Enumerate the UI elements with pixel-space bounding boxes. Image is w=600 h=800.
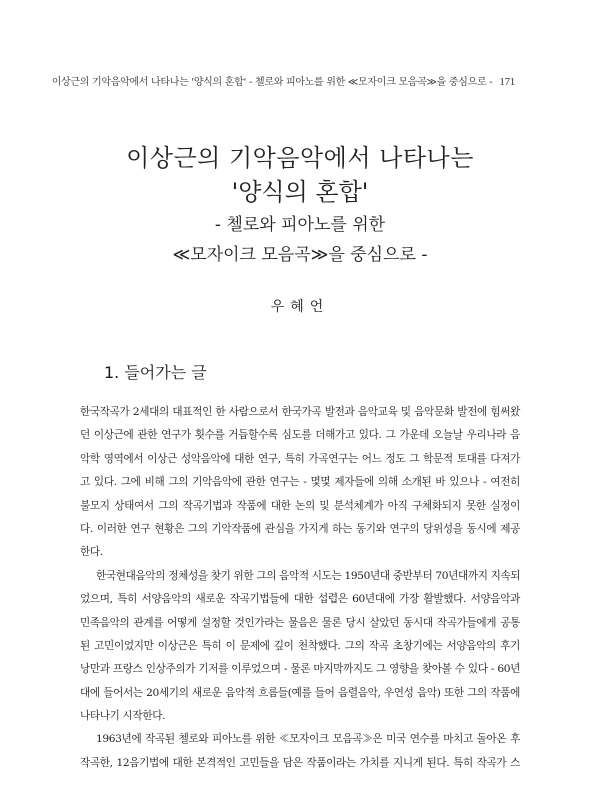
body-line: 민족음악의 관계를 어떻게 설정할 것인가라는 물음은 물론 당시 살았던 동시대 작곡가들에게 공통	[80, 616, 520, 629]
subtitle-line-1: - 첼로와 피아노를 위한	[214, 215, 386, 235]
body-line: 었으며, 특히 서양음악의 새로운 작곡기법들에 대한 섭렵은 60년대에 가장 활발했다. 서양음악과	[80, 593, 520, 606]
subtitle-line-2: ≪모자이크 모음곡≫을 중심으로 -	[172, 245, 428, 265]
title-line-1: 이상근의 기악음악에서 나타나는	[126, 144, 474, 172]
running-head-text: 이상근의 기악음악에서 나타나는 '양식의 혼합' - 첼로와 피아노를 위한 ≪모자이크 모음곡≫을 중심으로 -	[51, 77, 493, 88]
page-number: 171	[499, 76, 515, 88]
body-line: 한국작곡가 2세대의 대표적인 한 사람으로서 한국가곡 발전과 음악교육 및 음악문화 발전에 힘써왔	[80, 406, 520, 418]
body-line: 작곡한, 12음기법에 대한 본격적인 고민들을 담은 작품이라는 가치를 지니게 된다. 특히 작곡가 스	[80, 756, 520, 769]
body-line: 다. 이러한 연구 현황은 그의 기악작품에 관심을 가지게 하는 동기와 연구의 당위성을 동시에 제공	[80, 522, 520, 535]
section-heading: 1. 들어가는 글	[104, 363, 207, 382]
body-line: 한국현대음악의 정체성을 찾기 위한 그의 음악적 시도는 1950년대 중반부터 70년대까지 지속되	[96, 569, 521, 582]
running-head	[0, 73, 515, 88]
title-line-2: '양식의 혼합'	[231, 178, 369, 206]
body-line: 1963년에 작곡된 첼로와 피아노를 위한 ≪모자이크 모음곡≫은 미국 연수를 마치고 돌아온 후	[96, 733, 520, 746]
body-line: 낭만과 프랑스 인상주의가 기저를 이루었으며 - 물론 마지막까지도 그 영향을 찾아볼 수 있다 - 60년	[80, 663, 520, 676]
body-line: 불모지 상태여서 그의 작곡기법과 작품에 대한 논의 및 분석체계가 아직 구체화되지 못한 실정이	[80, 499, 520, 512]
body-line: 던 이상근에 관한 연구가 횟수를 거듭할수록 심도를 더해가고 있다. 그 가운데 오늘날 우리나라 음	[80, 429, 520, 442]
body-line: 한다.	[80, 546, 103, 559]
body-line: 된 고민이었지만 이상근은 특히 이 문제에 깊이 천착했다. 그의 작곡 초창기에는 서양음악의 후기	[80, 639, 520, 652]
body-text	[80, 401, 520, 775]
body-line: 나타나기 시작한다.	[80, 710, 166, 723]
body-line: 대에 들어서는 20세기의 새로운 음악적 흐름들(예를 들어 음렬음악, 우연성 음악) 또한 그의 작품에	[80, 686, 520, 699]
body-line: 악학 영역에서 이상근 성악음악에 대한 연구, 특히 가곡연구는 어느 정도 그 학문적 토대를 다져가	[80, 452, 520, 465]
body-line: 고 있다. 그에 비해 그의 기악음악에 관한 연구는 - 몇몇 제자들에 의해 소개된 바 있으나 - 여전히	[80, 476, 520, 489]
author-name: 우혜언	[270, 299, 330, 315]
